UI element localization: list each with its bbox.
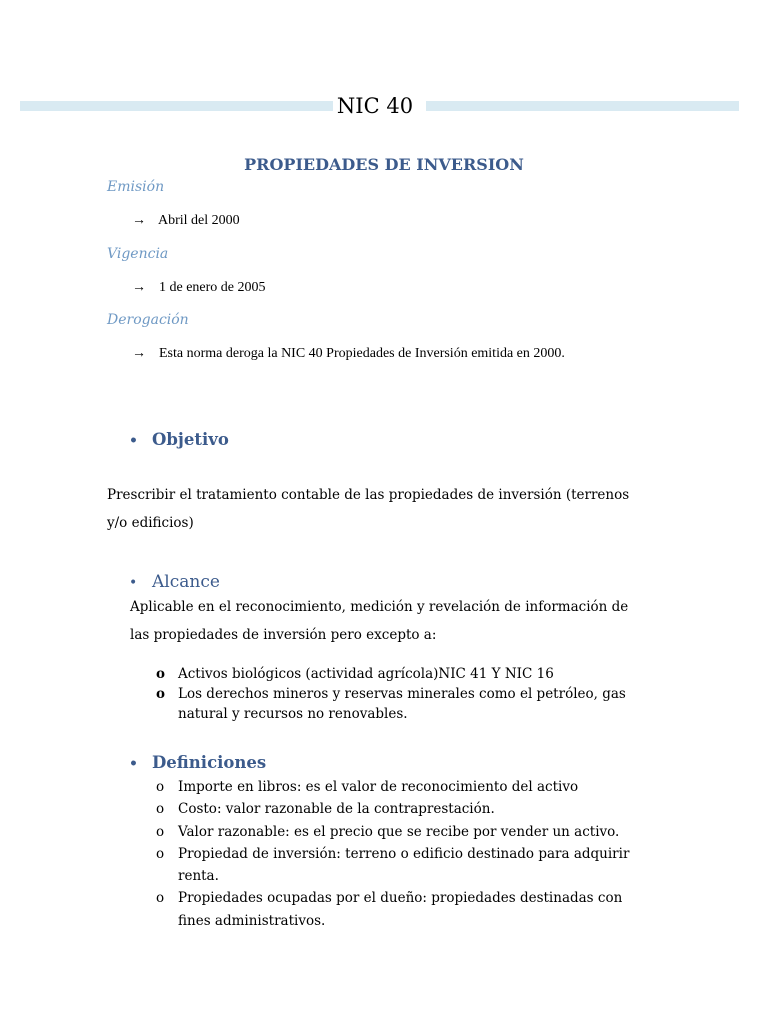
sub-bullet-icon: o (156, 686, 166, 702)
document-subtitle: PROPIEDADES DE INVERSION (244, 155, 524, 174)
derogacion-label: Derogación (107, 312, 189, 328)
list-item: o Valor razonable: es el precio que se recibe por vender un activo. (130, 821, 630, 843)
vigencia-text: 1 de enero de 2005 (159, 280, 266, 295)
vigencia-label: Vigencia (107, 246, 169, 262)
arrow-icon: → (132, 280, 146, 295)
definiciones-list (130, 776, 630, 932)
sub-bullet-icon: o (156, 779, 165, 795)
objetivo-heading (129, 430, 229, 449)
list-item: o Propiedades ocupadas por el dueño: propiedades destinadas con fines administrativos. (130, 887, 630, 932)
alcance-list (130, 664, 670, 724)
sub-bullet-icon: o (156, 666, 166, 682)
objetivo-heading-text: Objetivo (152, 430, 229, 449)
emision-row (132, 213, 240, 229)
alcance-heading-text: Alcance (152, 572, 220, 592)
list-item: o Importe en libros: es el valor de reconocimiento del activo (130, 776, 630, 798)
sub-bullet-icon: o (156, 801, 165, 818)
derogacion-row (132, 346, 565, 362)
alcance-heading (129, 572, 220, 592)
alcance-paragraph: Aplicable en el reconocimiento, medición y revelación de información de las propiedades de inversión pero excepto a: (130, 599, 629, 643)
arrow-icon: → (132, 346, 146, 361)
list-item: o Propiedad de inversión: terreno o edificio destinado para adquirir renta. (130, 843, 630, 888)
bullet-icon: • (129, 575, 138, 591)
sub-bullet-icon: o (156, 845, 165, 862)
vigencia-row (132, 280, 266, 296)
list-item: o Activos biológicos (actividad agrícola)NIC 41 Y NIC 16 (156, 666, 554, 682)
bullet-icon: • (129, 433, 138, 449)
list-item: o Los derechos mineros y reservas minerales como el petróleo, gas natural y recursos no renovables. (156, 686, 626, 722)
list-item: o Costo: valor razonable de la contraprestación. (130, 798, 630, 820)
sub-bullet-icon: o (156, 890, 165, 907)
arrow-icon: → (132, 213, 146, 228)
sub-bullet-icon: o (156, 823, 165, 840)
definiciones-heading (129, 753, 266, 772)
bullet-icon: • (129, 756, 138, 772)
document-title: NIC 40 (336, 94, 414, 118)
definiciones-heading-text: Definiciones (152, 753, 267, 772)
derogacion-text: Esta norma deroga la NIC 40 Propiedades de Inversión emitida en 2000. (159, 346, 565, 361)
objetivo-paragraph: Prescribir el tratamiento contable de las propiedades de inversión (terrenos y/o edificios) (107, 487, 630, 531)
emision-label: Emisión (107, 179, 165, 195)
emision-text: Abril del 2000 (158, 213, 240, 228)
